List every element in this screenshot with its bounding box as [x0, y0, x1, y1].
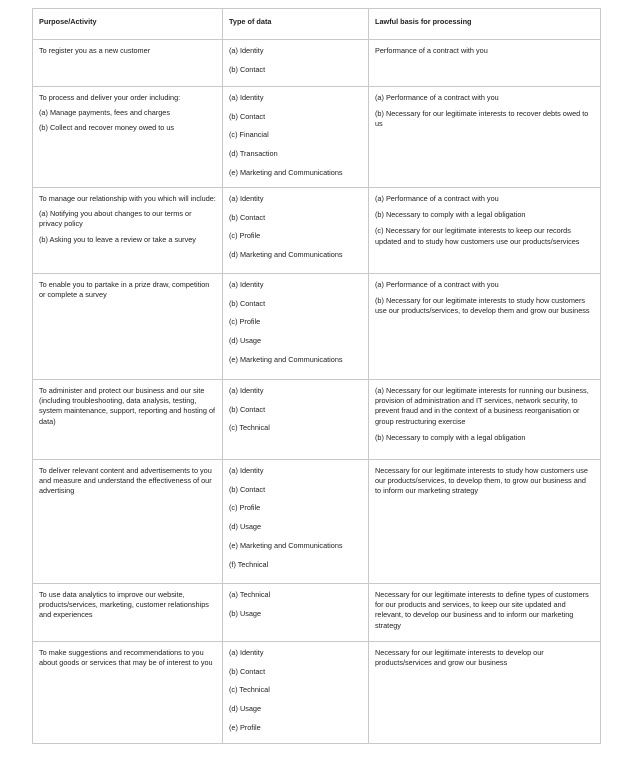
type-of-data-line: (b) Usage [229, 608, 262, 618]
type-of-data-cell [223, 380, 369, 460]
header-lawful-basis: Lawful basis for processing [369, 9, 601, 40]
lawful-basis-table [32, 8, 601, 744]
purpose-cell [33, 642, 223, 744]
lawful-basis-line: Necessary for our legitimate interests to study how customers use our products/services, to develop them, to grow our business and to inform our marketing strategy [375, 466, 588, 496]
type-of-data-line: (d) Transaction [229, 149, 278, 159]
type-of-data-line: (c) Financial [229, 130, 269, 140]
type-of-data-line: (c) Profile [229, 317, 261, 327]
type-of-data-line: (b) Contact [229, 298, 266, 308]
type-of-data-line: (c) Profile [229, 231, 261, 241]
type-of-data-line: (e) Marketing and Communications [229, 354, 343, 364]
type-of-data-line: (a) Identity [229, 280, 264, 289]
type-of-data-line: (a) Identity [229, 386, 264, 395]
purpose-line: To enable you to partake in a prize draw, competition or complete a survey [39, 280, 210, 300]
type-of-data-line: (b) Contact [229, 64, 266, 74]
table-row [33, 274, 601, 380]
type-of-data-line: (d) Usage [229, 336, 262, 346]
header-type-of-data: Type of data [223, 9, 369, 40]
type-of-data-line: (a) Identity [229, 466, 264, 475]
lawful-basis-line: (b) Necessary to comply with a legal obligation [375, 210, 526, 220]
type-of-data-line: (d) Usage [229, 522, 262, 532]
purpose-cell [33, 87, 223, 188]
type-of-data-line: (b) Contact [229, 404, 266, 414]
table-row [33, 460, 601, 584]
type-of-data-cell [223, 642, 369, 744]
lawful-basis-line: (c) Necessary for our legitimate interests to keep our records updated and to study how customers use our products/services [375, 226, 580, 246]
purpose-cell [33, 460, 223, 584]
lawful-basis-line: (a) Performance of a contract with you [375, 93, 499, 102]
table-row [33, 642, 601, 744]
type-of-data-line: (a) Identity [229, 93, 264, 102]
header-purpose: Purpose/Activity [33, 9, 223, 40]
type-of-data-line: (a) Identity [229, 46, 264, 55]
lawful-basis-line: (b) Necessary for our legitimate interests to study how customers use our products/services, to develop them and grow our business [375, 296, 590, 316]
type-of-data-line: (c) Technical [229, 423, 270, 433]
lawful-basis-cell [369, 460, 601, 584]
type-of-data-line: (d) Usage [229, 704, 262, 714]
lawful-basis-cell [369, 584, 601, 642]
type-of-data-line: (b) Contact [229, 111, 266, 121]
table-row [33, 584, 601, 642]
purpose-line: (b) Collect and recover money owed to us [39, 123, 175, 133]
table-row [33, 40, 601, 87]
purpose-cell [33, 40, 223, 87]
lawful-basis-line: (a) Performance of a contract with you [375, 194, 499, 203]
type-of-data-line: (e) Profile [229, 722, 261, 732]
type-of-data-cell [223, 584, 369, 642]
lawful-basis-cell [369, 642, 601, 744]
purpose-line: (a) Manage payments, fees and charges [39, 108, 171, 118]
type-of-data-cell [223, 40, 369, 87]
purpose-line: To administer and protect our business and our site (including troubleshooting, data analysis, testing, system maintenance, support, reporting and hosting of data) [39, 386, 216, 426]
purpose-cell [33, 274, 223, 380]
type-of-data-line: (a) Identity [229, 194, 264, 203]
lawful-basis-cell [369, 87, 601, 188]
type-of-data-line: (b) Contact [229, 666, 266, 676]
purpose-line: To manage our relationship with you which will include: [39, 194, 216, 203]
type-of-data-cell [223, 188, 369, 274]
lawful-basis-line: (b) Necessary for our legitimate interests to recover debts owed to us [375, 109, 589, 129]
table-body [33, 40, 601, 744]
type-of-data-line: (b) Contact [229, 212, 266, 222]
table-header-row [33, 9, 601, 40]
type-of-data-line: (c) Technical [229, 685, 270, 695]
purpose-cell [33, 188, 223, 274]
type-of-data-line: (d) Marketing and Communications [229, 250, 343, 260]
type-of-data-cell [223, 87, 369, 188]
table-row [33, 87, 601, 188]
lawful-basis-cell [369, 188, 601, 274]
table-row [33, 380, 601, 460]
type-of-data-line: (a) Technical [229, 590, 271, 599]
purpose-line: To deliver relevant content and advertisements to you and measure and understand the effectiveness of our advertising [39, 466, 212, 496]
type-of-data-line: (c) Profile [229, 503, 261, 513]
lawful-basis-line: (b) Necessary to comply with a legal obligation [375, 432, 526, 442]
type-of-data-cell [223, 460, 369, 584]
lawful-basis-cell [369, 40, 601, 87]
type-of-data-line: (b) Contact [229, 484, 266, 494]
lawful-basis-line: (a) Necessary for our legitimate interests for running our business, provision of administration and IT services, network security, to prevent fraud and in the context of a business reorganisation or group restructuring exercise [375, 386, 589, 426]
purpose-line: (b) Asking you to leave a review or take a survey [39, 234, 196, 244]
purpose-line: To make suggestions and recommendations to you about goods or services that may be of interest to you [39, 648, 213, 668]
lawful-basis-cell [369, 274, 601, 380]
type-of-data-line: (e) Marketing and Communications [229, 540, 343, 550]
type-of-data-line: (a) Identity [229, 648, 264, 657]
lawful-basis-line: Performance of a contract with you [375, 46, 488, 55]
purpose-line: To process and deliver your order including: [39, 93, 181, 102]
lawful-basis-line: Necessary for our legitimate interests to define types of customers for our products and services, to keep our site updated and relevant, to develop our business and to inform our marketing strategy [375, 590, 589, 630]
purpose-cell [33, 380, 223, 460]
purpose-line: (a) Notifying you about changes to our terms or privacy policy [39, 209, 192, 229]
table-row [33, 188, 601, 274]
lawful-basis-line: Necessary for our legitimate interests to develop our products/services and grow our business [375, 648, 544, 668]
type-of-data-line: (f) Technical [229, 559, 269, 569]
lawful-basis-cell [369, 380, 601, 460]
purpose-line: To use data analytics to improve our website, products/services, marketing, customer relationships and experiences [39, 590, 209, 620]
purpose-cell [33, 584, 223, 642]
lawful-basis-line: (a) Performance of a contract with you [375, 280, 499, 289]
type-of-data-cell [223, 274, 369, 380]
purpose-line: To register you as a new customer [39, 46, 151, 55]
type-of-data-line: (e) Marketing and Communications [229, 167, 343, 177]
